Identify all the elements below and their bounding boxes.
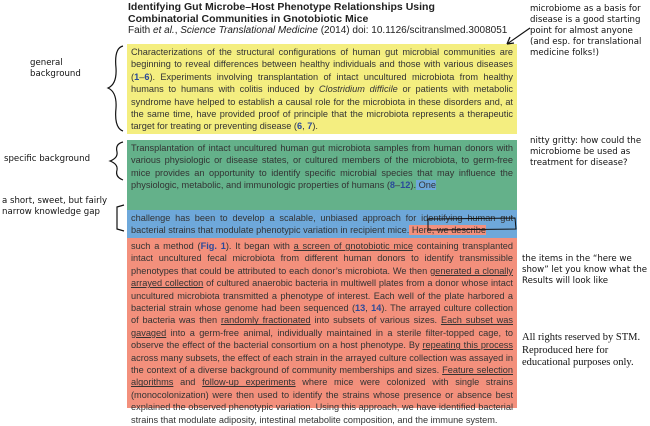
paper-title: Identifying Gut Microbe–Host Phenotype Relationships Using Combinatorial Communities in Gnotobiotic Mice [128, 1, 435, 25]
text: of cultured anaerobic bacteria in multiwell plates from a donor whose intact uncultured microbiota transmitted a phenotype of interest. Each well of the plate harbored a bacterial strain whose genome had been sequenced ( [131, 278, 513, 314]
citation-authors: Faith [128, 25, 151, 36]
ref-link[interactable]: 1 [134, 71, 140, 82]
paragraph-specific-background [127, 140, 517, 210]
text: or patients with metabolic syndrome have helped to establish a causal role for the microbiota in these disorders and, at the same time, have provided proof of principle that the microbiota represents a therapeutic target for treating or preventing disease ( [131, 84, 513, 132]
microbiome-arrow-head [507, 37, 514, 44]
text: – [395, 180, 401, 191]
figure-link[interactable]: Fig. 1 [200, 241, 226, 251]
annotation-specific-background: specific background [4, 154, 91, 164]
text: across many subsets, the effect of each strain in the arrayed culture collection was assayed in the context of a diverse background of community memberships and sizes. [131, 352, 513, 376]
ref-link[interactable]: 12 [400, 180, 411, 191]
microbiome-arrow [507, 28, 530, 44]
text: ). [312, 121, 318, 132]
gap-start-highlight: One [416, 180, 436, 191]
annotation-microbiome-note: microbiome as a basis for disease is a good starting point for almost anyone (and esp. for translational medicine folks!) [530, 4, 642, 58]
paragraph-general-background [127, 44, 517, 134]
text: and [173, 377, 203, 388]
underlined-step: Each subset was gavaged [131, 315, 513, 338]
underlined-step: randomly fractionated [220, 315, 311, 326]
text: Characterizations of the structural configurations of human gut microbial communities are beginning to reveal differences between healthy individuals and those with various diseases ( [131, 47, 513, 82]
paragraph-here-we-show [127, 238, 517, 425]
general-background-bracket [108, 46, 123, 131]
annotation-here-we-show: the items in the “here we show” let you know what the Results will look like [522, 254, 648, 286]
ref-link[interactable]: 6 [144, 71, 150, 82]
text: , [365, 303, 372, 314]
underlined-step: repeating this process [422, 340, 513, 351]
text: Transplantation of intact uncultured human gut microbiota samples from human donors with various physiologic or disease states, or cultured members of the microbiota, to germ-free mice provides an opportunity to identify specific microbial species that may influence the physiologic, metabolic, and immunologic properties of humans ( [131, 143, 513, 191]
underlined-step: follow-up experiments [202, 377, 296, 388]
ref-link[interactable]: 6 [296, 121, 303, 132]
specific-background-bracket [110, 142, 123, 180]
text: such a method ( [131, 241, 201, 251]
ref-link[interactable]: 13 [355, 303, 366, 314]
citation-line: Faith et al., Science Translational Medicine (2014) doi: 10.1126/scitranslmed.3008051 [128, 25, 508, 36]
underlined-step: a screen of gnotobiotic mice [293, 241, 413, 251]
text: , [302, 121, 308, 132]
text: – [139, 71, 145, 82]
annotation-general-background: general background [30, 58, 81, 79]
ref-link[interactable]: 7 [307, 121, 313, 132]
text: into subsets of various sizes. [310, 315, 441, 326]
text: ). It began with [225, 241, 294, 251]
text: containing transplanted intact uncultured fecal microbiota from different human donors to identify transmissible phenotypes that could be attributed to each donor’s microbiota. We then [131, 241, 513, 276]
text: ). Experiments involving transplantation of intact uncultured microbiota from healthy humans to humans with colitis induced by [131, 71, 513, 95]
text: ). The arrayed culture collection of bacteria was then [131, 303, 514, 326]
paragraph-knowledge-gap [127, 210, 517, 238]
citation-year-doi: (2014) doi: 10.1126/scitranslmed.3008051 [320, 25, 508, 36]
text: challenge has been to develop a scalable, unbiased approach for identifying human gut bacterial strains that modulate phenotypic variation in recipient mice. [131, 213, 513, 236]
species-name: Clostridium difficile [318, 84, 398, 95]
annotation-nitty-gritty: nitty gritty: how could the microbiome be used as treatment for disease? [530, 136, 642, 168]
rights-notice: All rights reserved by STM. Reproduced here for educational purposes only. [522, 332, 641, 368]
citation-etal: et al. [153, 25, 175, 36]
text: into a germ-free animal, individually maintained in a sterile filter-topped cage, to observe the effect of the bacterial consortium on a host phenotype. By [131, 327, 513, 351]
underlined-step: generated a clonally arrayed collection [131, 265, 513, 289]
annotation-knowledge-gap: a short, sweet, but fairly narrow knowledge gap [2, 196, 108, 217]
ref-link[interactable]: 14 [371, 303, 382, 314]
ref-link[interactable]: 8 [389, 180, 396, 191]
text: where mice were colonized with single strains (monocolonization) were then used to identify the strains whose presence or absence best explained the observed phenotypic variation. Using this approach, we have identified bacterial strains that modulate adiposity, intestinal metabolite composition, and the immune system. [131, 377, 513, 425]
underlined-step: Feature selection algorithms [131, 365, 513, 388]
here-we-describe-text: Here, we describe [409, 225, 486, 236]
text: ). [410, 180, 417, 191]
knowledge-gap-bracket [117, 205, 124, 231]
citation-journal: Science Translational Medicine [180, 25, 318, 36]
